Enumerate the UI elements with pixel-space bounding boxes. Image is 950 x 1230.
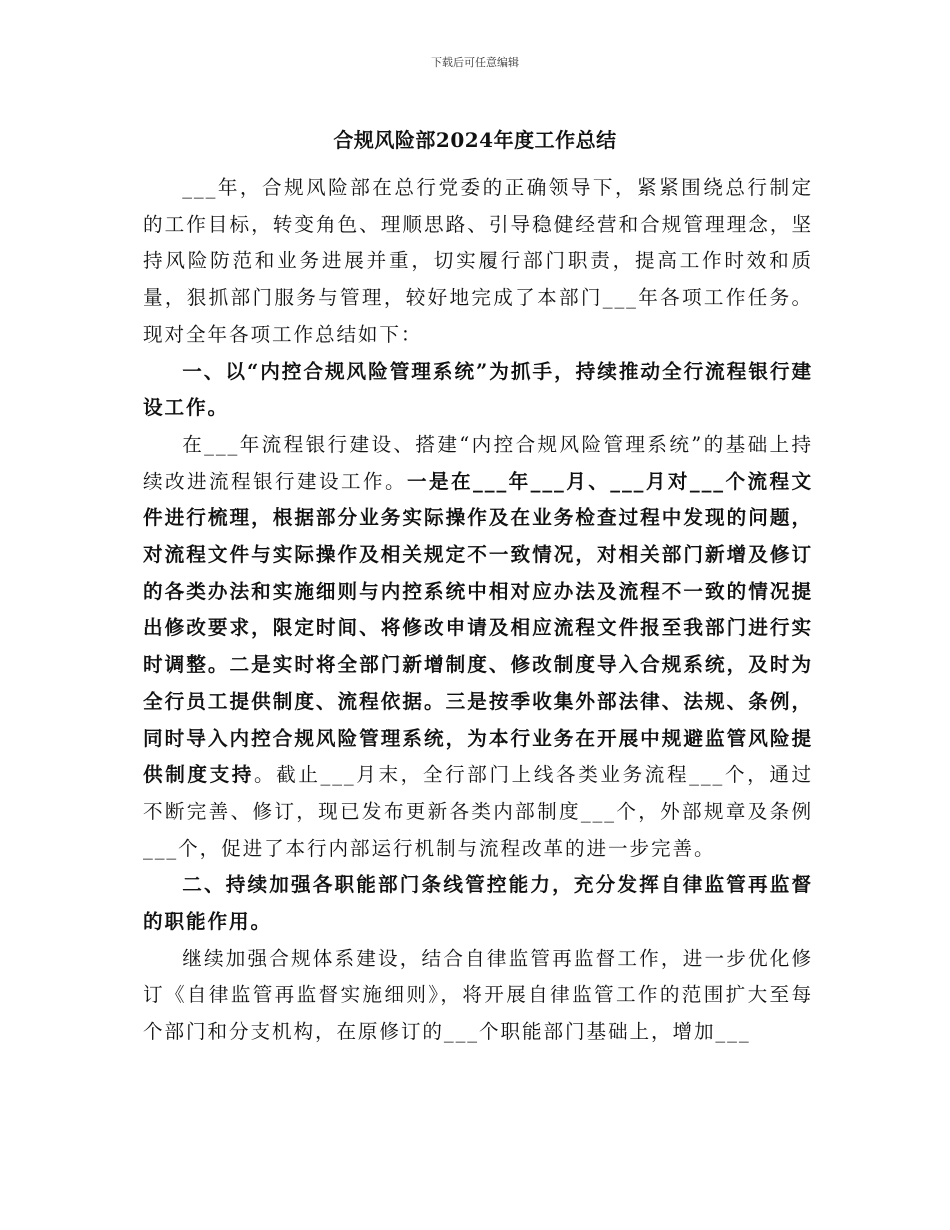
document-title: 合规风险部2024年度工作总结 bbox=[333, 128, 617, 152]
intro-paragraph: ___年，合规风险部在总行党委的正确领导下，紧紧围绕总行制定的工作目标，转变角色、理顺思路、引导稳健经营和合规管理理念，坚持风险防范和业务进展并重，切实履行部门职责，提高工作时效和质量，狠抓部门服务与管理，较好地完成了本部门___年各项工作任务。现对全年各项工作总结如下： bbox=[143, 176, 813, 346]
section-2-paragraph: 继续加强合规体系建设，结合自律监管再监督工作，进一步优化修订《自律监管再监督实施细则》，将开展自律监管工作的范围扩大至每个部门和分支机构，在原修订的___个职能部门基础上，增加___ bbox=[143, 946, 813, 1044]
section-1-paragraph bbox=[143, 427, 813, 867]
section-1-heading: 一、以“内控合规风险管理系统”为抓手，持续推动全行流程银行建设工作。 bbox=[143, 359, 813, 420]
section-1-bold-text: 一是在___年___月、___月对___个流程文件进行梳理，根据部分业务实际操作及在业务检查过程中发现的问题，对流程文件与实际操作及相关规定不一致情况，对相关部门新增及修订的各类办法和实施细则与内控系统中相对应办法及流程不一致的情况提出修改要求，限定时间、将修改申请及相应流程文件报至我部门进行实时调整。二是实时将全部门新增制度、修改制度导入合规系统，及时为全行员工提供制度、流程依据。三是按季收集外部法律、法规、条例，同时导入内控合规风险管理系统，为本行业务在开展中规避监管风险提供制度支持 bbox=[143, 469, 813, 787]
section-1-lead: 在___年流程银行建设、搭建“内控合规风险管理系统”的基础上持续改进流程银行建设工作。 bbox=[143, 432, 813, 493]
section-2-heading: 二、持续加强各职能部门条线管控能力，充分发挥自律监管再监督的职能作用。 bbox=[143, 873, 813, 934]
document-body bbox=[143, 170, 813, 1051]
header-note: 下载后可任意编辑 bbox=[431, 56, 519, 69]
section-1-tail: 。截止___月末，全行部门上线各类业务流程___个，通过不断完善、修订，现已发布更新各类内部制度___个，外部规章及条例___个，促进了本行内部运行机制与流程改革的进一步完善。 bbox=[143, 763, 814, 860]
